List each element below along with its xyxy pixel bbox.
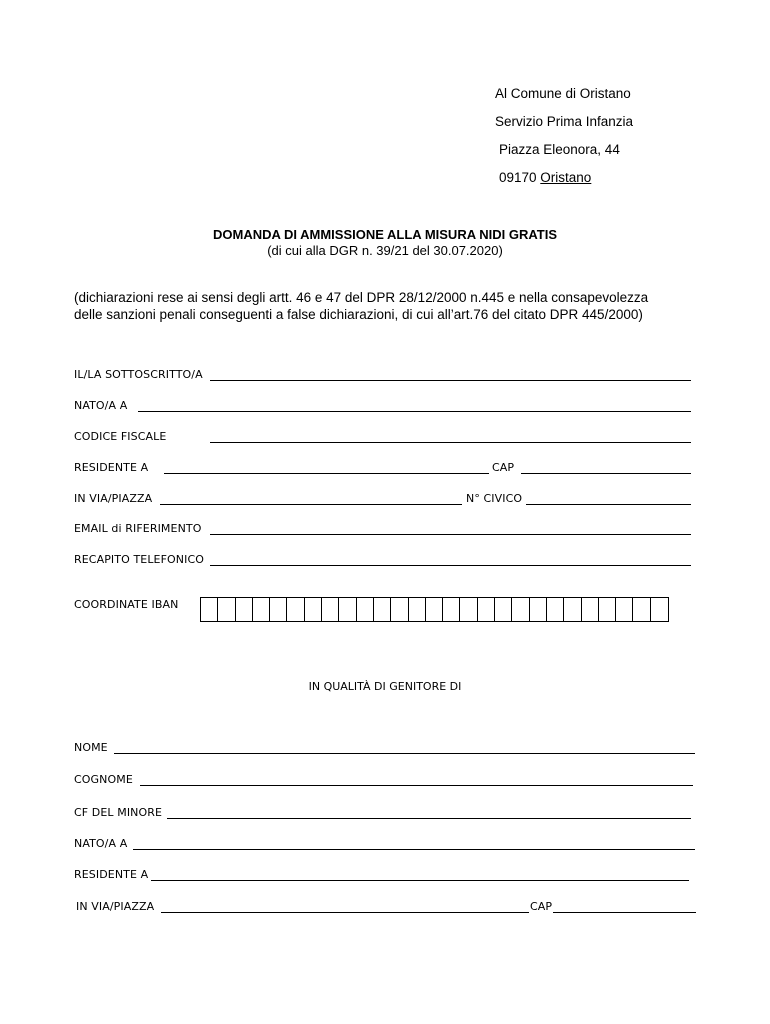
address-line-1: Al Comune di Oristano	[495, 86, 631, 101]
email-field[interactable]	[210, 534, 691, 535]
nato-field[interactable]	[138, 411, 691, 412]
codice-fiscale-label: CODICE FISCALE	[74, 430, 167, 443]
iban-cell[interactable]	[443, 598, 460, 621]
nato-label: NATO/A A	[74, 399, 128, 412]
address-line-2: Servizio Prima Infanzia	[495, 114, 634, 129]
address-line-3: Piazza Eleonora, 44	[499, 142, 620, 157]
iban-cell[interactable]	[564, 598, 581, 621]
iban-cell[interactable]	[339, 598, 356, 621]
iban-cell[interactable]	[305, 598, 322, 621]
iban-cell[interactable]	[357, 598, 374, 621]
iban-cell[interactable]	[201, 598, 218, 621]
child-cap-field[interactable]	[553, 912, 696, 913]
section-heading: IN QUALITÀ DI GENITORE DI	[308, 680, 462, 693]
address-line-4	[499, 170, 591, 185]
iban-cell[interactable]	[218, 598, 235, 621]
via-label: IN VIA/PIAZZA	[74, 492, 153, 505]
residente-field[interactable]	[164, 473, 489, 474]
residente-label: RESIDENTE A	[74, 461, 149, 474]
iban-cell[interactable]	[478, 598, 495, 621]
sottoscritto-field[interactable]	[210, 380, 691, 381]
iban-label: COORDINATE IBAN	[74, 598, 179, 611]
declaration-line-2: delle sanzioni penali conseguenti a false dichiarazioni, di cui all’art.76 del citato DPR 445/2000)	[74, 307, 643, 322]
document-title: DOMANDA DI AMMISSIONE ALLA MISURA NIDI GRATIS	[212, 227, 557, 242]
iban-cell[interactable]	[512, 598, 529, 621]
iban-cell[interactable]	[287, 598, 304, 621]
child-residente-label: RESIDENTE A	[74, 868, 149, 881]
iban-cell[interactable]	[322, 598, 339, 621]
postal-code: 09170	[499, 170, 541, 185]
cap-field[interactable]	[521, 473, 691, 474]
city-name: Oristano	[540, 170, 592, 185]
iban-cell[interactable]	[633, 598, 650, 621]
telefono-label: RECAPITO TELEFONICO	[74, 553, 204, 566]
iban-cell[interactable]	[460, 598, 477, 621]
child-cf-field[interactable]	[167, 818, 691, 819]
child-cap-label: CAP	[530, 900, 553, 913]
iban-cell[interactable]	[582, 598, 599, 621]
iban-cell[interactable]	[426, 598, 443, 621]
child-nato-field[interactable]	[133, 849, 695, 850]
child-cognome-label: COGNOME	[74, 773, 133, 786]
telefono-field[interactable]	[210, 565, 691, 566]
iban-cell[interactable]	[616, 598, 633, 621]
child-nome-field[interactable]	[114, 753, 695, 754]
civico-field[interactable]	[526, 504, 691, 505]
iban-cell[interactable]	[495, 598, 512, 621]
iban-cell[interactable]	[391, 598, 408, 621]
child-nome-label: NOME	[74, 741, 108, 754]
child-via-field[interactable]	[161, 912, 529, 913]
iban-cell[interactable]	[374, 598, 391, 621]
email-label: EMAIL di RIFERIMENTO	[74, 522, 202, 535]
declaration-line-1: (dichiarazioni rese ai sensi degli artt. 46 e 47 del DPR 28/12/2000 n.445 e nella consapevolezza	[74, 290, 649, 305]
iban-cell[interactable]	[651, 598, 668, 621]
sottoscritto-label: IL/LA SOTTOSCRITTO/A	[74, 368, 203, 381]
document-subtitle: (di cui alla DGR n. 39/21 del 30.07.2020)	[267, 243, 503, 258]
child-via-label: IN VIA/PIAZZA	[76, 900, 155, 913]
civico-label: N° CIVICO	[466, 492, 523, 505]
iban-cell[interactable]	[530, 598, 547, 621]
iban-cell[interactable]	[253, 598, 270, 621]
child-cognome-field[interactable]	[140, 785, 693, 786]
iban-cell[interactable]	[270, 598, 287, 621]
iban-cell[interactable]	[599, 598, 616, 621]
child-residente-field[interactable]	[151, 880, 689, 881]
via-field[interactable]	[160, 504, 462, 505]
iban-grid	[200, 597, 669, 622]
iban-cell[interactable]	[409, 598, 426, 621]
child-cf-label: CF DEL MINORE	[74, 806, 163, 819]
iban-cell[interactable]	[236, 598, 253, 621]
codice-fiscale-field[interactable]	[210, 442, 691, 443]
iban-cell[interactable]	[547, 598, 564, 621]
cap-label: CAP	[492, 461, 515, 474]
child-nato-label: NATO/A A	[74, 837, 128, 850]
